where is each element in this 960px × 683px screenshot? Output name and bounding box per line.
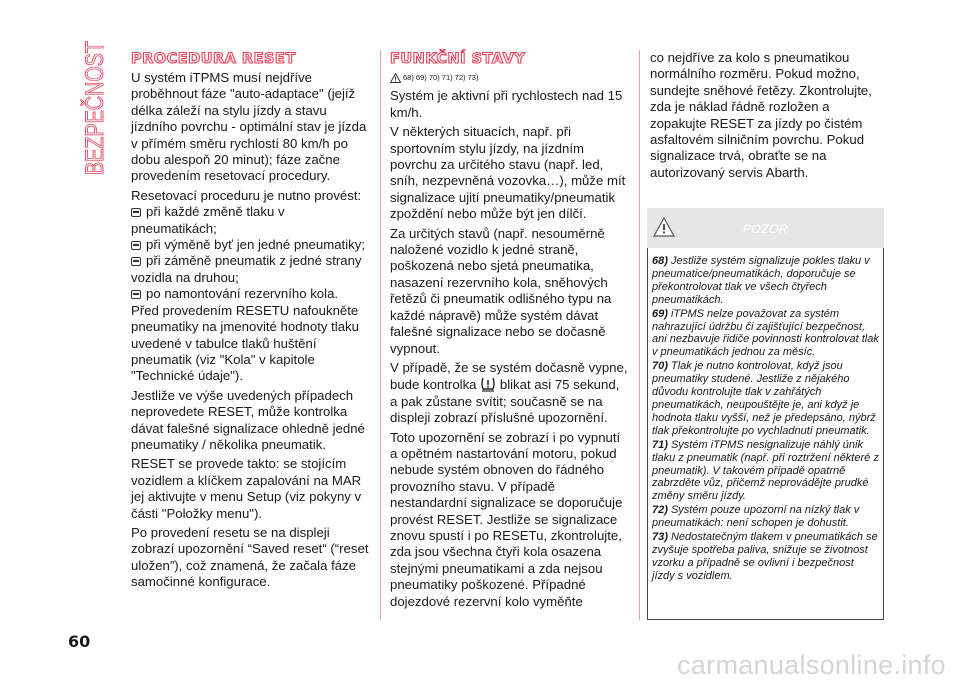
watermark: carmanualsonline.info — [677, 650, 946, 680]
note-text: Systém pouze upozorní na nízký tlak v pneumatikách: není schopen je dohustit. — [652, 504, 860, 530]
note-text: iTPMS nelze považovat za systém nahrazující údržbu či zajišťující bezpečnost, ani nezbavuje řidiče povinnosti kontrolovat tlak v pneumatikách jednou za měsíc. — [652, 307, 879, 359]
caution-notes — [647, 248, 884, 620]
caution-title: POZOR — [742, 222, 789, 236]
paragraph: co nejdříve za kolo s pneumatikou normálního rozměru. Pokud možno, sundejte sněhové řetězy. Zkontrolujte, zda je náklad řádně rozložen a zopakujte RESET za jízdy po čistém asfaltovém silničním povrchu. Pokud signalizace trvá, obraťte se na autorizovaný servis Abarth. — [650, 50, 872, 180]
paragraph-text: blikat asi 75 sekund, a pak zůstane svítit; současně se na displeji zobrazí příslušné upozornění. — [390, 377, 620, 426]
paragraph: Resetovací proceduru je nutno provést: — [131, 187, 362, 203]
caution-note — [652, 504, 879, 530]
bullet-icon — [131, 208, 141, 217]
list-item — [131, 286, 371, 302]
bullet-icon — [131, 257, 141, 266]
section-side-title — [79, 38, 111, 178]
column-continued — [650, 50, 886, 184]
paragraph: Systém je aktivní při rychlostech nad 15 km/h. — [390, 88, 623, 120]
warning-triangle-icon — [390, 73, 401, 83]
list-item-text: při záměně pneumatik z jedné strany vozidla na druhou; — [131, 253, 362, 285]
column-reset-procedure — [131, 50, 371, 594]
caution-note — [652, 255, 879, 307]
bullet-icon — [131, 241, 141, 250]
note-text: Systém iTPMS nesignalizuje náhlý únik tlaku z pneumatik (např. při roztržení některé z pneumatik). V takovém případě opatrně zabrzděte vůz, přičemž neprovádějte prudké změny směru jízdy. — [652, 438, 879, 503]
paragraph-text: V případě, že se systém dočasně vypne, bude kontrolka — [390, 359, 628, 393]
caution-note — [652, 531, 879, 583]
caution-header — [647, 208, 884, 248]
paragraph: U systém iTPMS musí nejdříve proběhnout fáze "auto-adaptace" (jejíž délka záleží na stylu jízdy a stavu jízdního povrchu - optimální stav je jízda v přímém směru rychlostí 80 km/h po dobu alespoň 20 minut); fáze začne provedením resetovací procedury. — [131, 70, 367, 184]
heading-reset-procedure: PROCEDURA RESET — [131, 51, 296, 67]
note-number: 70) — [652, 360, 668, 373]
note-number: 68) — [652, 255, 668, 267]
paragraph: Toto upozornění se zobrazí i po vypnutí a opětném nastartování motoru, pokud nebude systém obnoven do řádného provozního stavu. V případě nestandardní signalizace se doporučuje provést RESET. Jestliže se signalizace znovu spustí i po RESETu, zkontrolujte, zda jsou všechna čtyři kola osazena stejnými pneumatikami a zda nejsou pneumatiky poškozené. Případné dojezdové rezervní kolo vyměňte — [390, 429, 623, 609]
section-title-text: BEZPEČNOST — [81, 38, 109, 175]
list-item — [131, 237, 371, 253]
paragraph: V některých situacích, např. při sportovním stylu jízdy, na jízdním povrchu za určitého stavu (např. led, sníh, nezpevněná vozovka…), může mít signalizace ujití pneumatiky/pneumatik zpoždění nebo může být jen dílčí. — [390, 124, 626, 222]
bullet-list — [131, 204, 371, 302]
note-number: 72) — [652, 504, 668, 517]
caution-note — [652, 360, 879, 437]
note-text: Tlak je nutno kontrolovat, když jsou pneumatiky studené. Jestliže z nějakého důvodu kontrolujte tlak v zahřátých pneumatikách, neupouštějte je, ani když je hodnota tlaku vyšší, než je předepsáno, nýbrž tlak překontrolujte po vychladnutí pneumatik. — [652, 360, 876, 437]
column-divider — [639, 50, 640, 620]
note-text: Nedostatečným tlakem v pneumatikách se zvyšuje spotřeba paliva, snižuje se životnost vzorku a případně se ovlivní i bezpečnost jízdy s vozidlem. — [652, 531, 878, 582]
section-title-vertical — [79, 38, 111, 178]
warning-references — [390, 70, 630, 86]
page-number: 60 — [68, 632, 91, 651]
heading-functional-states: FUNKČNÍ STAVY — [390, 51, 526, 67]
caution-note — [652, 308, 879, 360]
column-functional-states — [390, 50, 630, 613]
caution-note — [652, 439, 879, 504]
paragraph: Jestliže ve výše uvedených případech neprovedete RESET, může kontrolka dávat falešné signalizace ohledně jedné pneumatiky / několika pneumatik. — [131, 387, 365, 452]
list-item-text: při každé změně tlaku v pneumatikách; — [131, 204, 285, 236]
paragraph: Za určitých stavů (např. nesouměrně naložené vozidlo k jedné straně, poškozená nebo sjetá pneumatika, nasazení rezervního kola, sněhových řetězů či pneumatik odlišného typu na každé nápravě) může systém dávat falešné signalizace nebo se dočasně vypnout. — [390, 225, 612, 356]
list-item — [131, 204, 371, 237]
paragraph: Před provedením RESETU nafoukněte pneumatiky na jmenovité hodnoty tlaku uvedené v tabulce tlaků huštění pneumatik (viz "Kola" v kapitole "Technické údaje"). — [131, 302, 359, 384]
reference-numbers: 68) 69) 70) 71) 72) 73) — [403, 73, 479, 82]
paragraph: RESET se provede takto: se stojícím vozidlem a klíčkem zapalování na MAR jej aktivujte v menu Setup (viz pokyny v části "Položky menu"). — [131, 456, 362, 521]
note-number: 71) — [652, 438, 668, 451]
list-item — [131, 253, 371, 286]
note-number: 69) — [652, 307, 668, 320]
note-number: 73) — [652, 531, 668, 544]
bullet-icon — [131, 290, 141, 299]
paragraph — [390, 360, 630, 427]
note-text: Jestliže systém signalizuje pokles tlaku v pneumatice/pneumatikách, doporučuje se překontrolovat tlak ve všech čtyřech pneumatikách. — [652, 255, 870, 306]
paragraph: Po provedení resetu se na displeji zobrazí upozornění “Saved reset“ (“reset uložen”), což znamená, že začala fáze samočinné konfigurace. — [131, 524, 369, 590]
column-divider — [380, 50, 381, 620]
list-item-text: po namontování rezervního kola. — [146, 286, 339, 302]
tyre-pressure-warning-icon — [480, 376, 496, 392]
list-item-text: při výměně byť jen jedné pneumatiky; — [146, 237, 365, 253]
caution-box — [647, 208, 884, 621]
